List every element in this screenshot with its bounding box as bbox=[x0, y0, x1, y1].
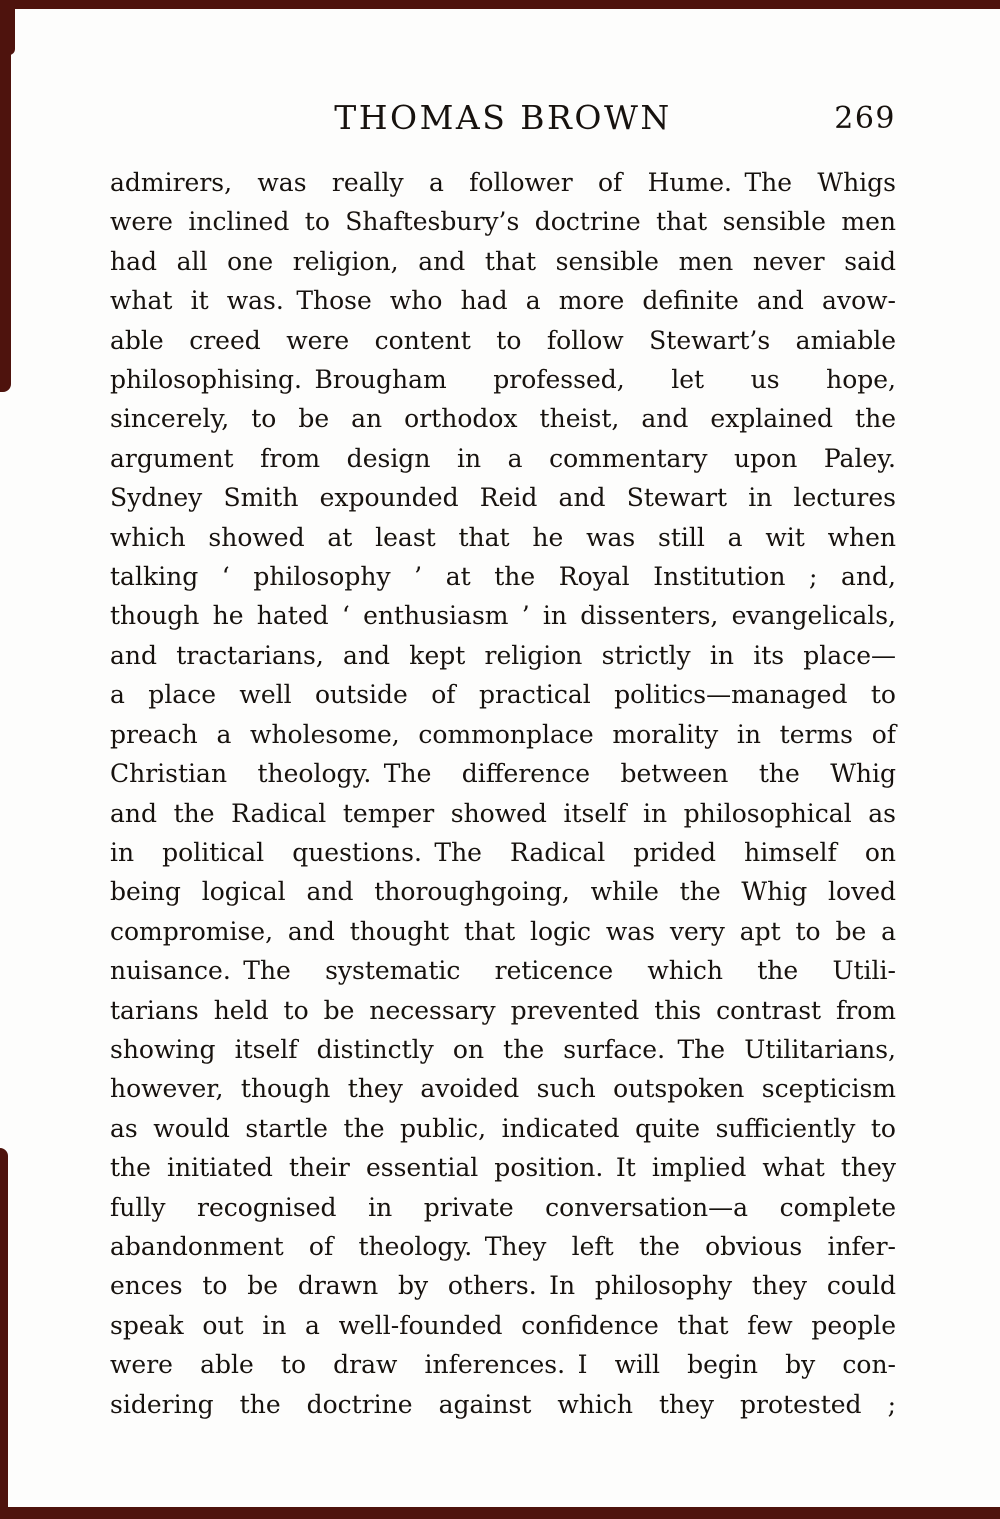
text-line: a place well outside of practical politics—managed to bbox=[110, 680, 896, 710]
text-line: were able to draw inferences. I will begin by con- bbox=[110, 1350, 896, 1380]
text-line: preach a wholesome, commonplace morality in terms of bbox=[110, 719, 896, 749]
page-header bbox=[110, 96, 896, 140]
text-line: being logical and thoroughgoing, while the Whig loved bbox=[110, 877, 896, 907]
text-line: however, though they avoided such outspoken scepticism bbox=[110, 1074, 896, 1104]
text-line: philosophising. Brougham professed, let us hope, bbox=[110, 365, 896, 395]
text-line: admirers, was really a follower of Hume. The Whigs bbox=[110, 168, 896, 197]
text-line: Sydney Smith expounded Reid and Stewart in lectures bbox=[110, 483, 896, 513]
text-line: argument from design in a commentary upon Paley. bbox=[110, 443, 896, 473]
running-title: THOMAS BROWN bbox=[334, 98, 672, 137]
page-body-text bbox=[110, 163, 896, 1424]
text-line: what it was. Those who had a more definite and avow- bbox=[110, 286, 896, 316]
scan-artifact-left-edge-upper bbox=[0, 0, 11, 392]
text-line: and tractarians, and kept religion strictly in its place— bbox=[110, 640, 896, 670]
text-line: nuisance. The systematic reticence which the Utili- bbox=[110, 956, 896, 986]
text-line: sidering the doctrine against which they protested ; bbox=[110, 1389, 896, 1419]
text-line: were inclined to Shaftesbury’s doctrine that sensible men bbox=[110, 207, 896, 237]
page-number: 269 bbox=[834, 101, 896, 136]
text-line: ences to be drawn by others. In philosophy they could bbox=[110, 1271, 896, 1301]
text-line: as would startle the public, indicated quite sufficiently to bbox=[110, 1113, 896, 1143]
text-line: abandonment of theology. They left the obvious infer- bbox=[110, 1231, 896, 1261]
text-line: had all one religion, and that sensible men never said bbox=[110, 246, 896, 276]
text-line: though he hated ‘ enthusiasm ’ in dissenters, evangelicals, bbox=[110, 601, 896, 631]
scan-artifact-bottom-edge bbox=[0, 1507, 1000, 1519]
scan-artifact-left-edge-lower bbox=[0, 1148, 8, 1519]
text-line: in political questions. The Radical prided himself on bbox=[110, 837, 896, 867]
text-line: the initiated their essential position. It implied what they bbox=[110, 1153, 896, 1183]
text-line: speak out in a well-founded confidence that few people bbox=[110, 1310, 896, 1340]
scan-artifact-top-edge bbox=[0, 0, 1000, 9]
text-line: and the Radical temper showed itself in philosophical as bbox=[110, 798, 896, 828]
text-line: Christian theology. The difference between the Whig bbox=[110, 759, 896, 789]
text-line: fully recognised in private conversation—a complete bbox=[110, 1192, 896, 1222]
text-line: tarians held to be necessary prevented this contrast from bbox=[110, 995, 896, 1025]
text-line: showing itself distinctly on the surface. The Utilitarians, bbox=[110, 1034, 896, 1064]
text-line: sincerely, to be an orthodox theist, and explained the bbox=[110, 404, 896, 434]
text-line: able creed were content to follow Stewart’s amiable bbox=[110, 325, 896, 355]
text-line: which showed at least that he was still a wit when bbox=[110, 522, 896, 552]
text-line: talking ‘ philosophy ’ at the Royal Institution ; and, bbox=[110, 562, 896, 592]
text-line: compromise, and thought that logic was very apt to be a bbox=[110, 916, 896, 946]
